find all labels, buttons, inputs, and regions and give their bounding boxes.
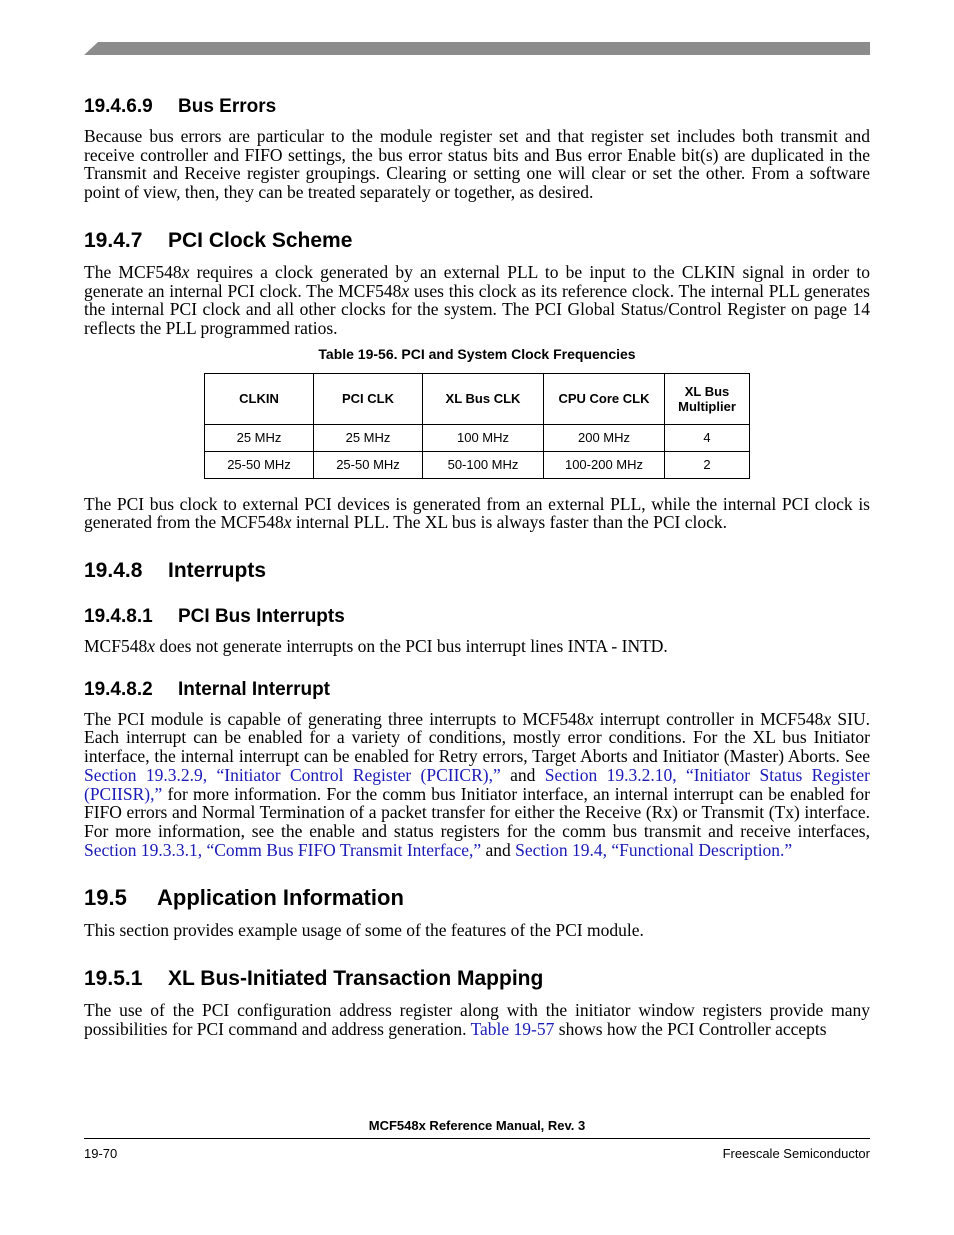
section-number: 19.4.8 (84, 559, 143, 583)
table-header-cell: CLKIN (205, 373, 314, 424)
section-number: 19.5 (84, 885, 127, 911)
table-cell: 25 MHz (314, 424, 423, 451)
link-initiator-control-register[interactable]: Section 19.3.2.9, “Initiator Control Register (PCIICR),” (84, 764, 501, 785)
heading-pci-bus-interrupts (84, 606, 870, 628)
section-title: Bus Errors (178, 96, 277, 117)
table-header-cell: XL Bus CLK (423, 373, 544, 424)
section-number: 19.4.7 (84, 228, 143, 252)
section-title: Internal Interrupt (178, 678, 331, 700)
heading-xl-bus-mapping (84, 967, 870, 991)
section-title: XL Bus-Initiated Transaction Mapping (168, 967, 544, 991)
footer-company: Freescale Semiconductor (722, 1146, 870, 1161)
paragraph-internal-interrupt: The PCI module is capable of generating three interrupts to MCF548x interrupt controller in MCF548x SIU. Each interrupt can be enabled for a variety of conditions, mostly error conditions. For the XL bus Initiator interface, the internal interrupt can be enabled for Retry errors, Target Aborts and Initiator (Master) Aborts. See Section 19.3.2.9, “Initiator Control Register (PCIICR),” and Section 19.3.2.10, “Initiator Status Register (PCIISR),” for more information. For the comm bus Initiator interface, an internal interrupt can be enabled for FIFO errors and Normal Termination of a packet transfer for either the Receive (Rx) or Transmit (Tx) interface. For more information, see the enable and status registers for the comm bus transmit and receive interfaces, Section 19.3.3.1, “Comm Bus FIFO Transmit Interface,” and Section 19.4, “Functional Description.” (84, 708, 871, 860)
section-title: PCI Bus Interrupts (178, 606, 345, 628)
table-cell: 25-50 MHz (314, 451, 423, 478)
table-header-cell: XL Bus Multiplier (665, 373, 750, 424)
header-bar (84, 42, 870, 55)
table-cell: 4 (665, 424, 750, 451)
paragraph-xl-bus-mapping: The use of the PCI configuration address register along with the initiator window registers provide many possibilities for PCI command and address generation. Table 19-57 shows how the PCI Controller accepts (84, 1000, 870, 1039)
link-initiator-status-register[interactable]: Section 19.3.2.10, “Initiator Status Register (PCIISR),” (84, 764, 870, 804)
footer-divider (84, 1138, 870, 1139)
heading-application-information (84, 885, 870, 911)
table-caption: Table 19-56. PCI and System Clock Frequencies (318, 345, 636, 362)
page-number: 19-70 (84, 1146, 118, 1161)
section-number: 19.5.1 (84, 967, 143, 991)
section-title: Application Information (157, 885, 404, 911)
paragraph-pci-clock: The MCF548x requires a clock generated by an external PLL to be input to the CLKIN signal in order to generate an internal PCI clock. The MCF548x uses this clock as its reference clock. The internal PLL generates the internal PCI clock and all other clocks for the system. The PCI Global Status/Control Register on page 14 reflects the PLL programmed ratios. (84, 261, 870, 338)
table-cell: 100 MHz (423, 424, 544, 451)
link-table-19-57[interactable]: Table 19-57 (470, 1018, 555, 1039)
table-row (205, 451, 750, 478)
paragraph-pci-bus-clock: The PCI bus clock to external PCI devices is generated from an external PLL, while the internal PCI clock is generated from the MCF548x internal PLL. The XL bus is always faster than the PCI clock. (84, 493, 870, 533)
table-header-cell: PCI CLK (314, 373, 423, 424)
table-cell: 25 MHz (205, 424, 314, 451)
footer-title: MCF548x Reference Manual, Rev. 3 (368, 1118, 586, 1133)
table-row (205, 424, 750, 451)
heading-internal-interrupt (84, 679, 870, 701)
link-functional-description[interactable]: Section 19.4, “Functional Description.” (515, 839, 793, 860)
paragraph-application-information: This section provides example usage of some of the features of the PCI module. (84, 920, 644, 941)
table-cell: 2 (665, 451, 750, 478)
table-header-row (205, 373, 750, 424)
paragraph-pci-bus-interrupts: MCF548x does not generate interrupts on the PCI bus interrupt lines INTA - INTD. (84, 636, 668, 657)
table-cell: 100-200 MHz (544, 451, 665, 478)
paragraph-bus-errors: Because bus errors are particular to the module register set and that register set includes both transmit and receive controller and FIFO settings, the bus error status bits and Bus error Enable bit(s) are duplicated in the Transmit and Receive register groupings. Clearing or setting one will clear or set the other. From a software point of view, then, they can be treated separately or together, as desired. (84, 126, 870, 203)
heading-bus-errors (84, 96, 870, 118)
section-title: PCI Clock Scheme (168, 228, 353, 252)
section-title: Interrupts (168, 559, 267, 583)
section-number: 19.4.8.2 (84, 678, 153, 700)
heading-pci-clock-scheme (84, 229, 870, 253)
section-number: 19.4.6.9 (84, 96, 153, 117)
heading-interrupts (84, 559, 870, 583)
section-number: 19.4.8.1 (84, 606, 153, 628)
table-cell: 25-50 MHz (205, 451, 314, 478)
link-comm-bus-fifo-transmit[interactable]: Section 19.3.3.1, “Comm Bus FIFO Transmit Interface,” (84, 839, 482, 860)
table-header-cell: CPU Core CLK (544, 373, 665, 424)
page-content (84, 96, 870, 1038)
table-cell: 200 MHz (544, 424, 665, 451)
table-cell: 50-100 MHz (423, 451, 544, 478)
clock-frequency-table (204, 373, 750, 479)
